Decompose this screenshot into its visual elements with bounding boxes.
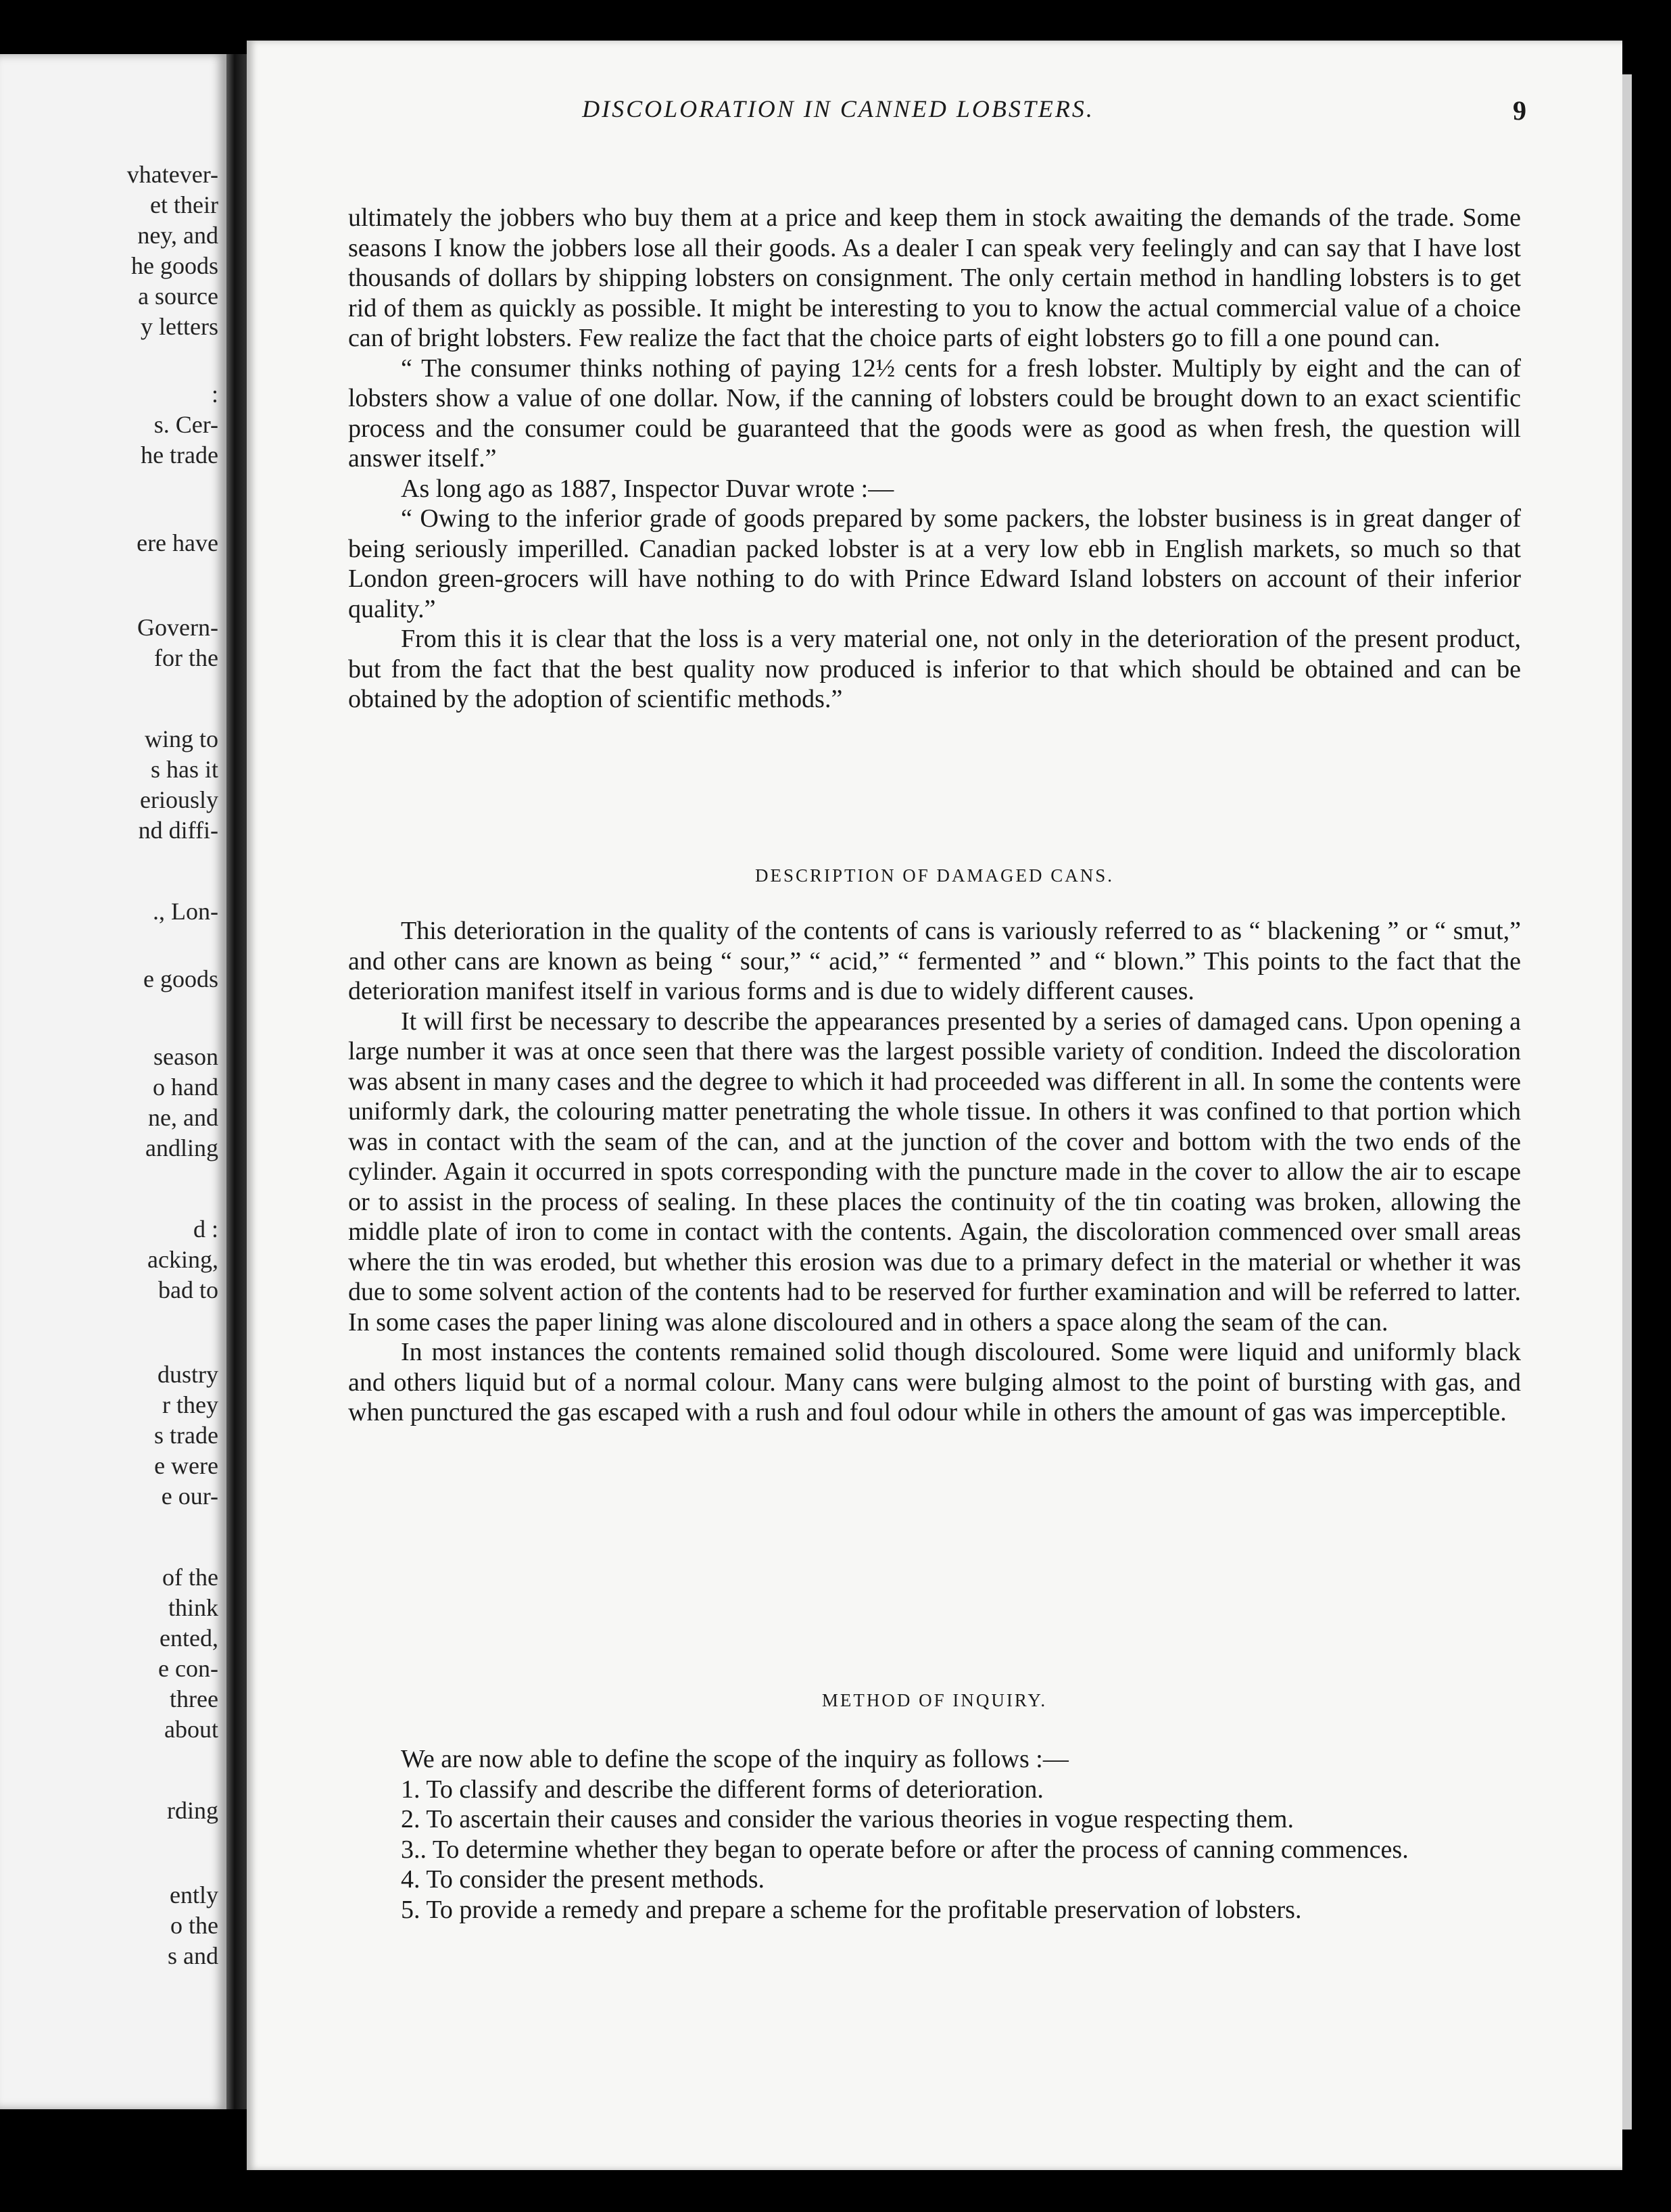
left-page-line: Govern-	[137, 614, 218, 641]
left-page-line: ., Lon-	[153, 898, 218, 925]
list-intro: We are now able to define the scope of the inquiry as follows :—	[401, 1745, 1069, 1773]
left-page-line: ney, and	[137, 222, 218, 249]
left-page-line: :	[211, 381, 218, 408]
left-page-line: et their	[150, 191, 218, 218]
left-page-line: ented,	[160, 1625, 218, 1652]
paragraph: ultimately the jobbers who buy them at a price and keep them in stock awaiting the demands of the trade. Some seasons I know the jobbers lose all their goods. As a dealer I can speak very feelingly and can say that I have lost thousands of dollars by shipping lobsters on consignment. The only certain method in handling lobsters is to get rid of them as quickly as possible. It might be interesting to you to know the actual commercial value of a choice can of bright lobsters. Few realize the fact that the choice parts of eight lobsters go to fill a one pound can.	[348, 203, 1521, 352]
left-page-line: dustry	[158, 1361, 218, 1388]
left-page-line: y letters	[141, 313, 218, 340]
left-page-line: d :	[193, 1216, 218, 1243]
left-page-line: of the	[162, 1564, 218, 1591]
list-item: 1. To classify and describe the different forms of deterioration.	[401, 1775, 1044, 1804]
left-page-line: s and	[168, 1942, 218, 1969]
page-number: 9	[1513, 95, 1526, 126]
left-page-line: three	[170, 1685, 218, 1712]
paragraph: From this it is clear that the loss is a very material one, not only in the deterioration of the present product, but from the fact that the best quality now produced is inferior to that which should be obtained and can be obtained by the adoption of scientific methods.”	[348, 625, 1521, 713]
page-edge	[1622, 74, 1632, 2130]
left-page-line: e our-	[161, 1483, 218, 1510]
left-page-line: s has it	[150, 756, 218, 783]
left-page-line: acking,	[147, 1246, 218, 1273]
left-page-line: r they	[162, 1391, 218, 1418]
section-text-block	[348, 203, 1521, 715]
running-head: DISCOLORATION IN CANNED LOBSTERS.	[582, 95, 1094, 122]
left-page-line: ently	[170, 1881, 218, 1908]
left-page-line: for the	[154, 644, 218, 671]
paragraph: “ The consumer thinks nothing of paying 12½ cents for a fresh lobster. Multiply by eight and the can of lobsters show a value of one dollar. Now, if the canning of lobsters could be brought down to an exact scientific process and the consumer could be guaranteed that the goods were as good as when fresh, the question will answer itself.”	[348, 354, 1521, 473]
left-page-line: wing to	[144, 725, 218, 752]
left-page-line: e goods	[143, 965, 218, 992]
left-page-line: about	[164, 1716, 218, 1743]
paragraph: “ Owing to the inferior grade of goods prepared by some packers, the lobster business is in great danger of being seriously imperilled. Canadian packed lobster is at a very low ebb in English markets, so much so that London green-grocers will have nothing to do with Prince Edward Island lobsters on account of their inferior quality.”	[348, 504, 1521, 623]
left-page-line: he goods	[131, 252, 218, 279]
left-page-line: andling	[145, 1134, 218, 1161]
left-page-line: s. Cer-	[153, 411, 218, 438]
left-page-line: eriously	[140, 786, 218, 813]
left-page-line: bad to	[158, 1276, 218, 1303]
section-heading: METHOD OF INQUIRY.	[821, 1690, 1048, 1710]
list-item: 4. To consider the present methods.	[401, 1865, 765, 1894]
inquiry-list	[348, 1744, 1521, 1925]
left-page-line: a source	[138, 283, 218, 310]
left-page-line: nd diffi-	[138, 817, 218, 844]
paragraph: In most instances the contents remained solid though discoloured. Some were liquid and uniformly black and others liquid but of a normal colour. Many cans were bulging almost to the point of bursting with gas, and when punctured the gas escaped with a rush and foul odour while in others the amount of gas was imperceptible.	[348, 1338, 1521, 1426]
list-item: 5. To provide a remedy and prepare a scheme for the profitable preservation of lobsters.	[401, 1895, 1302, 1924]
list-item: 2. To ascertain their causes and consider the various theories in vogue respecting them.	[401, 1805, 1294, 1833]
section-text-block	[348, 916, 1521, 1428]
left-page-line: season	[153, 1043, 218, 1070]
left-page-line: vhatever-	[126, 161, 218, 188]
section-heading: DESCRIPTION OF DAMAGED CANS.	[754, 865, 1115, 886]
list-item: 3.. To determine whether they began to operate before or after the process of canning commences.	[401, 1835, 1409, 1864]
left-page-line: ere have	[137, 529, 218, 556]
book-gutter	[226, 54, 247, 2109]
left-page-line: e con-	[158, 1655, 218, 1682]
paragraph: As long ago as 1887, Inspector Duvar wrote :—	[401, 474, 894, 503]
left-page-fragment	[0, 54, 226, 2109]
left-page-line: o hand	[153, 1074, 218, 1101]
left-page-line: o the	[170, 1912, 218, 1939]
left-page-line: ne, and	[148, 1104, 218, 1131]
left-page-line: he trade	[141, 441, 218, 468]
paragraph: It will first be necessary to describe the appearances presented by a series of damaged cans. Upon opening a large number it was at once seen that there was the largest possible variety of condition. Indeed the discoloration was absent in many cases and the degree to which it had proceeded was different in all. In some the contents were uniformly dark, the colouring matter penetrating the whole tissue. In others it was confined to that portion which was in contact with the seam of the can, and at the junction of the cover and bottom with the two ends of the cylinder. Again it occurred in spots corresponding with the puncture made in the cover to allow the air to escape or to assist in the process of sealing. In these places the continuity of the tin coating was broken, allowing the middle plate of iron to come in contact with the contents. Again, the discoloration commenced over small areas where the tin was eroded, but whether this erosion was due to a primary defect in the material or whether it was due to some solvent action of the contents had to be reserved for further examination and will be referred to latter. In some cases the paper lining was alone discoloured and in others a space along the seam of the can.	[348, 1007, 1521, 1337]
left-page-line: e were	[154, 1452, 218, 1479]
left-page-line: s trade	[154, 1422, 218, 1449]
paragraph: This deterioration in the quality of the contents of cans is variously referred to as “ blackening ” or “ smut,” and other cans are known as being “ sour,” “ acid,” “ fermented ” and “ blown.” This points to the fact that the deterioration manifest itself in various forms and is due to widely different causes.	[348, 917, 1521, 1005]
left-page-line: rding	[167, 1797, 218, 1824]
left-page-line: think	[168, 1594, 218, 1621]
